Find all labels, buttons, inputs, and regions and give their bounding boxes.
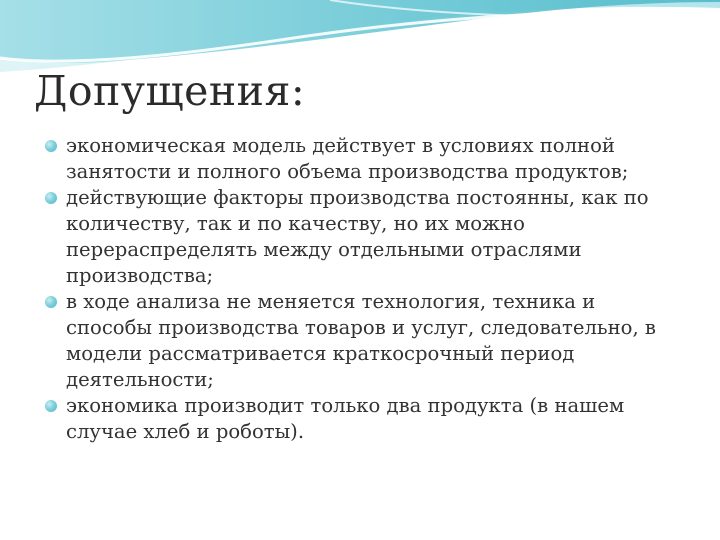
bullet-text: в ходе анализа не меняется технология, техника и способы производства товаров и услуг, следовательно, в модели рассматривается краткосрочный период деятельности; [66, 290, 656, 391]
bullet-item [44, 393, 684, 445]
bullet-item [44, 185, 684, 289]
slide-title: Допущения: [34, 67, 306, 115]
bullet-text: действующие факторы производства постоянны, как по количеству, так и по качеству, но их можно перераспределять между отдельными отраслями производства; [66, 186, 649, 287]
bullet-item [44, 133, 684, 185]
circle-bullet-icon [45, 400, 57, 412]
circle-bullet-icon [45, 192, 57, 204]
circle-bullet-icon [45, 296, 57, 308]
bullet-text: экономическая модель действует в условиях полной занятости и полного объема производства продуктов; [66, 134, 629, 183]
circle-bullet-icon [45, 140, 57, 152]
bullet-text: экономика производит только два продукта (в нашем случае хлеб и роботы). [66, 394, 625, 443]
bullet-item [44, 289, 684, 393]
bullet-list [44, 133, 684, 445]
